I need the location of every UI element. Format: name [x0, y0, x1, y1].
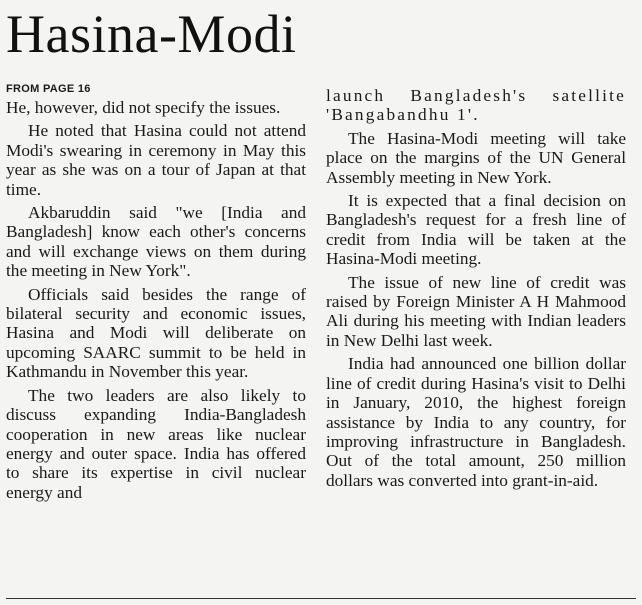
paragraph: India had announced one billion dollar line of credit during Hasina's visit to Delhi in January, 2010, the highest foreign assistance by India to any country, for improving infrastructure in Bangladesh. Out of the total amount, 250 million dollars was converted into grant-in-aid. [326, 354, 626, 490]
paragraph: The Hasina-Modi meeting will take place on the margins of the UN General Assembly meeting in New York. [326, 128, 626, 187]
paragraph: He noted that Hasina could not attend Modi's swearing in ceremony in May this year as she was on a tour of Japan at that time. [6, 121, 306, 199]
paragraph: Akbaruddin said "we [India and Bangladesh] know each other's concerns and will exchange views on them during the meeting in New York". [6, 203, 306, 281]
headline: Hasina-Modi [6, 4, 297, 64]
paragraph: Officials said besides the range of bilateral security and economic issues, Hasina and Modi will deliberate on upcoming SAARC summit to be held in Kathmandu in November this year. [6, 284, 306, 382]
paragraph: He, however, did not specify the issues. [6, 98, 281, 117]
paragraph: The issue of new line of credit was raised by Foreign Minister A H Mahmood Ali during his meeting with Indian leaders in New Delhi last week. [326, 272, 626, 350]
from-page-label: FROM PAGE 16 [6, 83, 91, 95]
article-column-left [6, 82, 306, 506]
bottom-divider [6, 598, 636, 599]
paragraph: The two leaders are also likely to discuss expanding India-Bangladesh cooperation in new areas like nuclear energy and outer space. India has offered to share its expertise in civil nuclear energy and [6, 385, 306, 502]
paragraph: launch Bangladesh's satellite 'Bangabandhu 1'. [326, 86, 626, 125]
paragraph: It is expected that a final decision on Bangladesh's request for a fresh line of credit from India will be taken at the Hasina-Modi meeting. [326, 191, 626, 269]
article-column-right [326, 86, 626, 494]
